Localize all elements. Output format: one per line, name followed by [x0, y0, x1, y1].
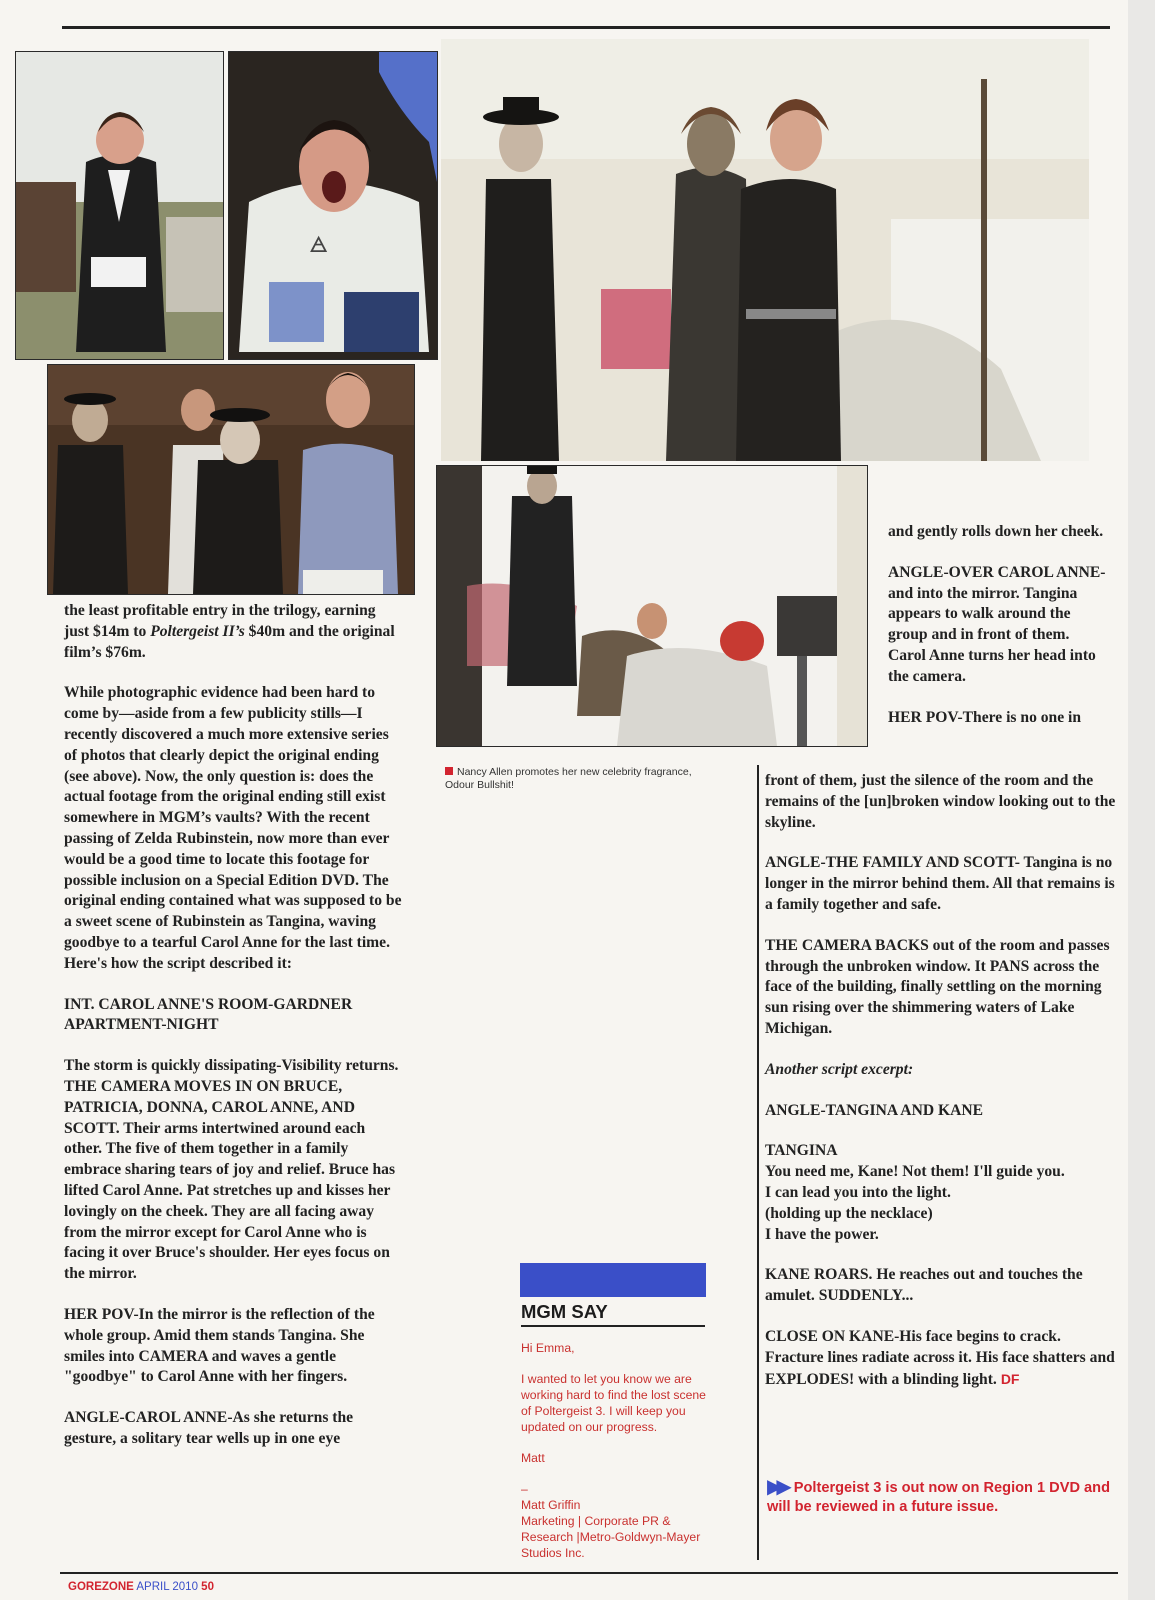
mgm-signature: – Matt Griffin Marketing | Corporate PR & Research |Metro-Goldwyn-Mayer Studios Inc. — [521, 1482, 701, 1560]
photo-actor-in-suit — [15, 51, 224, 360]
photo-actor-screaming — [228, 51, 438, 360]
paragraph: HER POV-There is no one in — [888, 708, 1082, 726]
paragraph: and gently rolls down her cheek. — [888, 523, 1104, 540]
paragraph: The storm is quickly dissipating-Visibility returns. THE CAMERA MOVES IN ON BRUCE, PATRICIA, DONNA, CAROL ANNE, AND SCOTT. Their arms intertwined around each other. The five of them together in a family embrace sharing tears of joy and relief. Bruce has lifted Carol Anne. Pat stretches up and kisses her lovingly on the cheek. They are all facing away from the mirror except for Carol Anne who is facing it over Bruce's shoulder. Her eyes focus on the mirror. — [64, 1057, 399, 1283]
mgm-body-text: I wanted to let you know we are working hard to find the lost scene of Poltergeist 3. I will keep you updated on our progress. — [521, 1372, 706, 1434]
paragraph: ANGLE-OVER CAROL ANNE-and into the mirror. Tangina appears to walk around the group and in front of them. Carol Anne turns her head into the camera. — [888, 563, 1106, 685]
photo-set-with-film-crew — [436, 465, 868, 747]
photo-tangina-and-carol-anne-mirror-scene — [441, 39, 1089, 461]
author-signoff: DF — [1000, 1370, 1020, 1387]
paragraph: ANGLE-THE FAMILY AND SCOTT- Tangina is no longer in the mirror behind them. All that remains is a family together and safe. — [765, 854, 1115, 913]
paragraph: While photographic evidence had been hard to come by—aside from a few publicity stills—I recently discovered a much more extensive series of photos that clearly depict the original ending (see above). Now, the only question is: does the actual footage from the original ending still exist somewhere in MGM’s vaults? With the recent passing of Zelda Rubinstein, now more than ever would be a good time to locate this footage for possible inclusion on a Special Edition DVD. The original ending contained what was supposed to be a sweet scene of Rubinstein as Tangina, waving goodbye to a tearful Carol Anne for the last time. Here's how the script described it: — [64, 684, 402, 972]
paragraph: THE CAMERA BACKS out of the room and passes through the unbroken window. It PANS across the face of the building, finally settling on the morning sun rising over the shimmering waters of Lake Michigan. — [765, 936, 1110, 1037]
magazine-name: GOREZONE — [68, 1581, 134, 1593]
script-heading: INT. CAROL ANNE'S ROOM-GARDNER APARTMENT-NIGHT — [64, 995, 353, 1034]
excerpt-intro: Another script excerpt: — [765, 1060, 914, 1078]
page-footer — [68, 1581, 214, 1593]
paragraph: the least profitable entry in the trilogy, earning just $14m to Poltergeist II’s $40m and the original film’s $76m. — [64, 602, 395, 661]
mgm-box-header-bar — [520, 1263, 706, 1297]
mgm-name: Matt — [521, 1451, 545, 1465]
dvd-promo: ▶▶ Poltergeist 3 is out now on Region 1 DVD and will be reviewed in a future issue. — [767, 1476, 1110, 1515]
photo-caption: Nancy Allen promotes her new celebrity fragrance, Odour Bullshit! — [445, 766, 692, 791]
top-rule — [62, 26, 1110, 29]
caption-bullet-icon — [445, 767, 453, 775]
mgm-letter — [521, 1340, 707, 1576]
photo-makeup-artists-with-kane — [47, 364, 415, 595]
paragraph: ANGLE-CAROL ANNE-As she returns the gesture, a solitary tear wells up in one eye — [64, 1409, 354, 1447]
right-column-text — [765, 771, 1120, 1410]
issue-date: APRIL 2010 — [136, 1581, 198, 1593]
svg-text:🜁: 🜁 — [309, 233, 329, 258]
dialogue-block: TANGINA You need me, Kane! Not them! I'll guide you. I can lead you into the light. (holding up the necklace) I have the power. — [765, 1142, 1065, 1243]
column-divider — [757, 765, 759, 1560]
paragraph: CLOSE ON KANE-His face begins to crack. Fracture lines radiate across it. His face shatters and EXPLODES! with a blinding light. DF — [765, 1327, 1115, 1388]
paragraph: KANE ROARS. He reaches out and touches the amulet. SUDDENLY... — [765, 1266, 1083, 1305]
film-title: Poltergeist II’s — [150, 622, 245, 640]
mgm-box-title: MGM SAY — [521, 1301, 705, 1327]
paragraph: front of them, just the silence of the room and the remains of the [un]broken window looking out to the skyline. — [765, 772, 1116, 831]
page-number: 50 — [201, 1581, 214, 1593]
page-edge — [1128, 0, 1155, 1600]
script-heading: ANGLE-TANGINA AND KANE — [765, 1101, 984, 1119]
left-column-text — [64, 601, 404, 1470]
double-chevron-right-icon: ▶▶ — [767, 1476, 786, 1498]
right-column-top-text — [888, 522, 1110, 728]
bottom-rule — [60, 1572, 1118, 1574]
paragraph: HER POV-In the mirror is the reflection of the whole group. Amid them stands Tangina. She smiles into CAMERA and waves a gentle "goodbye" to Carol Anne with her fingers. — [64, 1305, 375, 1386]
mgm-greeting: Hi Emma, — [521, 1341, 575, 1355]
